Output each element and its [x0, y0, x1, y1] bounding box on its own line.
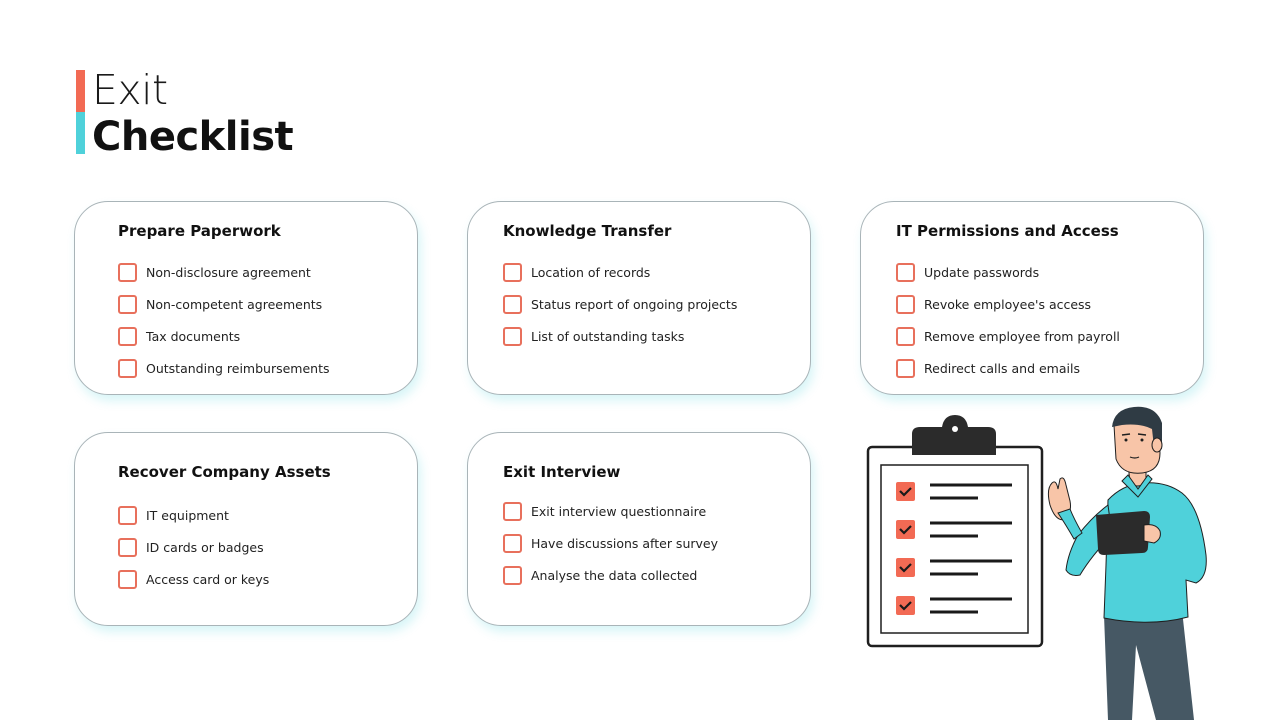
item-label: Outstanding reimbursements	[146, 360, 330, 376]
item-label: Revoke employee's access	[924, 296, 1092, 312]
checkbox-icon[interactable]	[503, 534, 522, 553]
checklist-item[interactable]	[896, 320, 1120, 352]
item-label: Tax documents	[146, 328, 241, 344]
item-label: Analyse the data collected	[531, 567, 698, 583]
checkbox-icon[interactable]	[896, 263, 915, 282]
item-label: Update passwords	[924, 264, 1040, 280]
checklist-item[interactable]	[896, 256, 1120, 288]
item-label: Remove employee from payroll	[924, 328, 1120, 344]
item-label: Access card or keys	[146, 571, 270, 587]
item-label: Location of records	[531, 264, 651, 280]
clipboard-checklist-person-illustration	[860, 405, 1220, 720]
checkbox-icon[interactable]	[118, 506, 137, 525]
checklist-item[interactable]	[118, 320, 330, 352]
checkbox-icon[interactable]	[118, 538, 137, 557]
checkbox-icon[interactable]	[503, 263, 522, 282]
checklist-item[interactable]	[503, 320, 737, 352]
title-line-checklist: Checklist	[92, 114, 294, 160]
item-label: Have discussions after survey	[531, 535, 718, 551]
card-title: Knowledge Transfer	[503, 222, 672, 240]
checklist-item[interactable]	[503, 495, 718, 527]
card-title: Recover Company Assets	[118, 463, 331, 481]
item-label: Non-disclosure agreement	[146, 264, 311, 280]
checklist-item[interactable]	[118, 288, 330, 320]
checklist-item[interactable]	[896, 288, 1120, 320]
checklist-item[interactable]	[503, 559, 718, 591]
card-exit-interview	[467, 432, 811, 626]
checklist-item[interactable]	[503, 256, 737, 288]
item-label: List of outstanding tasks	[531, 328, 685, 344]
checkbox-icon[interactable]	[503, 327, 522, 346]
card-title: IT Permissions and Access	[896, 222, 1119, 240]
checkbox-icon[interactable]	[503, 295, 522, 314]
checklist-item[interactable]	[896, 352, 1120, 384]
card-title: Exit Interview	[503, 463, 621, 481]
checkbox-icon[interactable]	[896, 359, 915, 378]
checkbox-icon[interactable]	[118, 295, 137, 314]
item-label: Redirect calls and emails	[924, 360, 1080, 376]
item-label: ID cards or badges	[146, 539, 264, 555]
checklist-item[interactable]	[118, 531, 269, 563]
checklist-item[interactable]	[118, 499, 269, 531]
checklist-item[interactable]	[118, 352, 330, 384]
checkbox-icon[interactable]	[896, 295, 915, 314]
checkbox-icon[interactable]	[118, 359, 137, 378]
checkbox-icon[interactable]	[118, 570, 137, 589]
title-line-exit: Exit	[92, 66, 168, 114]
card-title: Prepare Paperwork	[118, 222, 281, 240]
item-label: IT equipment	[146, 507, 229, 523]
checkbox-icon[interactable]	[118, 327, 137, 346]
card-it-permissions	[860, 201, 1204, 395]
checkbox-icon[interactable]	[503, 502, 522, 521]
checklist-item[interactable]	[118, 563, 269, 595]
checkbox-icon[interactable]	[503, 566, 522, 585]
checklist-item[interactable]	[503, 288, 737, 320]
checklist-item[interactable]	[503, 527, 718, 559]
item-label: Exit interview questionnaire	[531, 503, 707, 519]
clipboard-icon	[868, 415, 1042, 646]
item-label: Status report of ongoing projects	[531, 296, 738, 312]
card-knowledge-transfer	[467, 201, 811, 395]
title-accent-cyan	[76, 112, 85, 154]
checklist-item[interactable]	[118, 256, 330, 288]
checkbox-icon[interactable]	[118, 263, 137, 282]
item-label: Non-competent agreements	[146, 296, 323, 312]
card-prepare-paperwork	[74, 201, 418, 395]
card-recover-company-assets	[74, 432, 418, 626]
checkbox-icon[interactable]	[896, 327, 915, 346]
title-accent-coral	[76, 70, 85, 112]
person-icon	[1048, 407, 1206, 720]
